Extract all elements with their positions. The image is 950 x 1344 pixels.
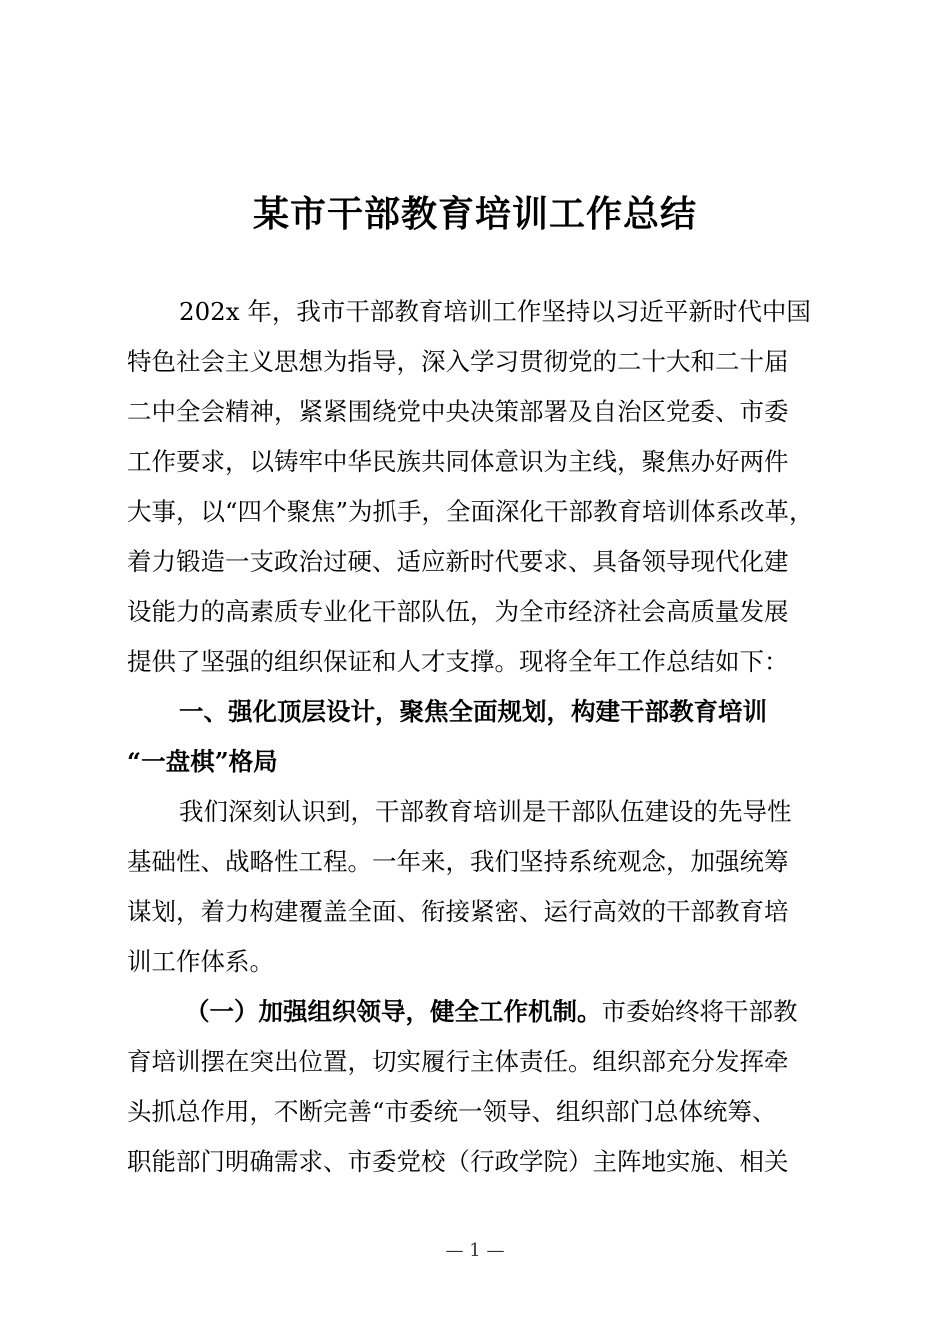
paragraph-line: 二中全会精神，紧紧围绕党中央决策部署及自治区党委、市委 (127, 397, 789, 426)
paragraph-line: 大事，以“四个聚焦”为抓手，全面深化干部教育培训体系改革， (127, 497, 814, 526)
paragraph-line: 工作要求，以铸牢中华民族共同体意识为主线，聚焦办好两件 (127, 447, 789, 476)
paragraph-line: 育培训摆在突出位置，切实履行主体责任。组织部充分发挥牵 (127, 1047, 789, 1076)
paragraph-line: 着力锻造一支政治过硬、适应新时代要求、具备领导现代化建 (127, 547, 789, 576)
paragraph-line: 202x 年，我市干部教育培训工作坚持以习近平新时代中国 (179, 297, 811, 326)
paragraph-line: 特色社会主义思想为指导，深入学习贯彻党的二十大和二十届 (127, 347, 789, 376)
page-number: — 1 — (445, 1240, 505, 1261)
subsection-line (127, 987, 833, 1037)
subsection-heading: （一）加强组织领导，健全工作机制。 (185, 997, 602, 1026)
document-title: 某市干部教育培训工作总结 (252, 193, 697, 235)
paragraph-line: 谋划，着力构建覆盖全面、衔接紧密、运行高效的干部教育培 (127, 897, 789, 926)
paragraph-line: 职能部门明确需求、市委党校（行政学院）主阵地实施、相关 (127, 1147, 789, 1176)
document-body (127, 287, 833, 1187)
paragraph-line: 基础性、战略性工程。一年来，我们坚持系统观念，加强统筹 (127, 847, 789, 876)
paragraph-line: 我们深刻认识到，干部教育培训是干部队伍建设的先导性 (179, 797, 792, 826)
section-heading-line: “一盘棋”格局 (127, 747, 278, 776)
paragraph-line: 头抓总作用，不断完善“市委统一领导、组织部门总体统筹、 (127, 1097, 777, 1126)
paragraph-line: 提供了坚强的组织保证和人才支撑。现将全年工作总结如下： (127, 647, 789, 676)
paragraph-line: 设能力的高素质专业化干部队伍，为全市经济社会高质量发展 (127, 597, 789, 626)
subsection-text: 市委始终将干部教 (601, 997, 798, 1026)
section-heading-line: 一、强化顶层设计，聚焦全面规划，构建干部教育培训 (179, 697, 767, 726)
paragraph-line: 训工作体系。 (127, 947, 274, 976)
